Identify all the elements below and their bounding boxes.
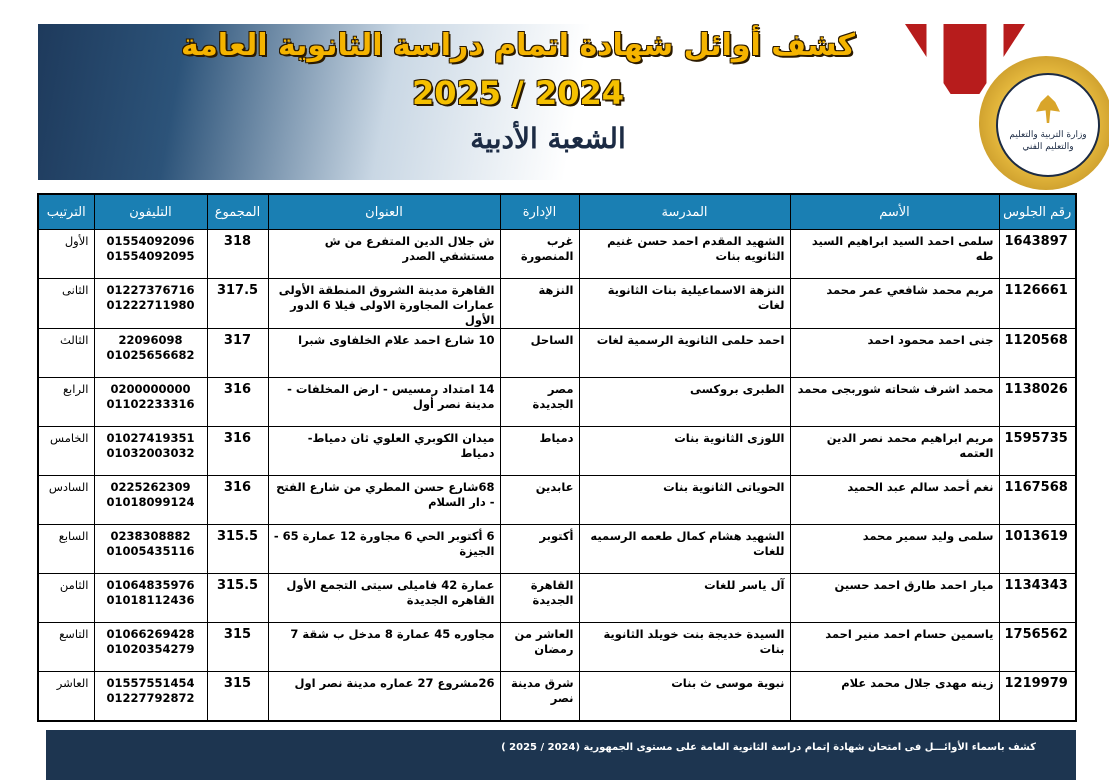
school-name-cell: الشهيد هشام كمال طعمه الرسميه للغات [579, 525, 790, 574]
table-body [38, 230, 1076, 722]
table-row [38, 329, 1076, 378]
administration-cell: غرب المنصورة [500, 230, 579, 279]
student-name-cell: مريم محمد شافعي عمر محمد [790, 279, 999, 329]
rank-cell: الأول [38, 230, 94, 279]
phone-number: 0200000000 [110, 382, 191, 396]
phone-number: 01032003032 [106, 446, 195, 460]
total-score-cell: 315.5 [207, 525, 268, 574]
total-score-cell: 315 [207, 623, 268, 672]
school-name-cell: احمد حلمى الثانوية الرسمية لغات [579, 329, 790, 378]
table-row [38, 525, 1076, 574]
administration-cell: العاشر من رمضان [500, 623, 579, 672]
phone-number: 01102233316 [106, 397, 195, 411]
school-name-cell: السيدة خديجة بنت خويلد الثانوية بنات [579, 623, 790, 672]
table-header [38, 194, 1076, 230]
rank-cell: الخامس [38, 427, 94, 476]
phone-number: 01227376716 [106, 283, 195, 297]
phone-numbers-cell [94, 378, 207, 427]
total-score-cell: 315 [207, 672, 268, 722]
table-row [38, 623, 1076, 672]
student-name-cell: ياسمين حسام احمد منير احمد [790, 623, 999, 672]
phone-numbers-cell [94, 427, 207, 476]
seat-number-cell: 1167568 [999, 476, 1076, 525]
results-table [37, 193, 1077, 722]
phone-numbers-cell [94, 525, 207, 574]
rank-cell: التاسع [38, 623, 94, 672]
address-cell: 68شارع حسن المطري من شارع الفتح - دار السلام [268, 476, 500, 525]
seat-number-cell: 1138026 [999, 378, 1076, 427]
seat-number-cell: 1595735 [999, 427, 1076, 476]
branch-title: الشعبة الأدبية [470, 122, 626, 155]
column-header: الترتيب [38, 194, 94, 230]
phone-number: 01557551454 [106, 676, 195, 690]
administration-cell: النزهة [500, 279, 579, 329]
total-score-cell: 315.5 [207, 574, 268, 623]
address-cell: القاهرة مدينة الشروق المنطقة الأولى عمارات المجاورة الاولى فيلا 6 الدور الأول [268, 279, 500, 329]
seal-inner [996, 73, 1100, 177]
column-header: التليفون [94, 194, 207, 230]
school-name-cell: الحوياتى الثانوية بنات [579, 476, 790, 525]
total-score-cell: 316 [207, 476, 268, 525]
school-name-cell: الشهيد المقدم احمد حسن غنيم الثانويه بنات [579, 230, 790, 279]
phone-number: 01027419351 [106, 431, 195, 445]
phone-number: 01025656682 [106, 348, 195, 362]
student-name-cell: ميار احمد طارق احمد حسين [790, 574, 999, 623]
address-cell: 6 أكتوبر الحي 6 مجاورة 12 عمارة 65 - الجيزة [268, 525, 500, 574]
table-row [38, 574, 1076, 623]
rank-cell: العاشر [38, 672, 94, 722]
phone-number: 01227792872 [106, 691, 195, 705]
address-cell: 26مشروع 27 عماره مدينة نصر اول [268, 672, 500, 722]
phone-numbers-cell [94, 672, 207, 722]
administration-cell: أكتوبر [500, 525, 579, 574]
phone-number: 01005435116 [106, 544, 195, 558]
phone-numbers-cell [94, 279, 207, 329]
student-name-cell: سلمى وليد سمير محمد [790, 525, 999, 574]
administration-cell: دمياط [500, 427, 579, 476]
seat-number-cell: 1134343 [999, 574, 1076, 623]
student-name-cell: مريم ابراهيم محمد نصر الدين العتمه [790, 427, 999, 476]
header-row [38, 194, 1076, 230]
total-score-cell: 318 [207, 230, 268, 279]
seat-number-cell: 1643897 [999, 230, 1076, 279]
phone-numbers-cell [94, 476, 207, 525]
total-score-cell: 317 [207, 329, 268, 378]
column-header: الأسم [790, 194, 999, 230]
phone-number: 01064835976 [106, 578, 195, 592]
address-cell: مجاوره 45 عمارة 8 مدخل ب شقة 7 [268, 623, 500, 672]
phone-numbers-cell [94, 230, 207, 279]
school-name-cell: النزهة الاسماعيلية بنات الثانوية لغات [579, 279, 790, 329]
seat-number-cell: 1756562 [999, 623, 1076, 672]
total-score-cell: 316 [207, 378, 268, 427]
school-name-cell: اللوزى الثانوية بنات [579, 427, 790, 476]
rank-cell: الثانى [38, 279, 94, 329]
phone-number: 01020354279 [106, 642, 195, 656]
student-name-cell: سلمى احمد السيد ابراهيم السيد طه [790, 230, 999, 279]
address-cell: ش جلال الدين المتفرع من ش مستشفي الصدر [268, 230, 500, 279]
school-name-cell: الطبرى بروكسى [579, 378, 790, 427]
school-name-cell: نبوية موسى ث بنات [579, 672, 790, 722]
column-header: العنوان [268, 194, 500, 230]
phone-numbers-cell [94, 329, 207, 378]
phone-number: 01554092095 [106, 249, 195, 263]
table-row [38, 476, 1076, 525]
phone-number: 0225262309 [110, 480, 191, 494]
total-score-cell: 316 [207, 427, 268, 476]
administration-cell: القاهرة الجديدة [500, 574, 579, 623]
rank-cell: السابع [38, 525, 94, 574]
column-header: الإدارة [500, 194, 579, 230]
administration-cell: مصر الجديدة [500, 378, 579, 427]
rank-cell: السادس [38, 476, 94, 525]
phone-numbers-cell [94, 623, 207, 672]
seat-number-cell: 1219979 [999, 672, 1076, 722]
eagle-icon [1036, 95, 1060, 123]
seat-number-cell: 1126661 [999, 279, 1076, 329]
phone-number: 01222711980 [106, 298, 195, 312]
rank-cell: الرابع [38, 378, 94, 427]
table-row [38, 672, 1076, 722]
phone-number: 0238308882 [110, 529, 191, 543]
rank-cell: الثالث [38, 329, 94, 378]
seal-text: وزارة التربية والتعليم والتعليم الفني [1009, 130, 1087, 152]
seat-number-cell: 1120568 [999, 329, 1076, 378]
footer-text: كشف باسماء الأوائـــل فى امتحان شهادة إتمام دراسة الثانوية العامة على مستوى الجمهورية (2024 / 2025 ) [501, 742, 1036, 753]
column-header: المدرسة [579, 194, 790, 230]
table-row [38, 427, 1076, 476]
table-row [38, 230, 1076, 279]
table-row [38, 378, 1076, 427]
academic-year: 2025 / 2024 [411, 74, 625, 112]
ministry-seal-icon [979, 56, 1109, 190]
rank-cell: الثامن [38, 574, 94, 623]
phone-number: 01066269428 [106, 627, 195, 641]
school-name-cell: آل ياسر للغات [579, 574, 790, 623]
administration-cell: عابدين [500, 476, 579, 525]
student-name-cell: نغم أحمد سالم عبد الحميد [790, 476, 999, 525]
address-cell: عمارة 42 فاميلى سيتى التجمع الأول القاهره الجديدة [268, 574, 500, 623]
phone-number: 01018112436 [106, 593, 195, 607]
total-score-cell: 317.5 [207, 279, 268, 329]
table-row [38, 279, 1076, 329]
phone-number: 22096098 [118, 333, 183, 347]
administration-cell: الساحل [500, 329, 579, 378]
student-name-cell: محمد اشرف شحاته شوربجى محمد [790, 378, 999, 427]
student-name-cell: جنى احمد محمود احمد [790, 329, 999, 378]
student-name-cell: زينه مهدى جلال محمد علام [790, 672, 999, 722]
phone-number: 01018099124 [106, 495, 195, 509]
seat-number-cell: 1013619 [999, 525, 1076, 574]
phone-numbers-cell [94, 574, 207, 623]
footer-bar [46, 730, 1076, 780]
address-cell: ميدان الكوبري العلوي ثان دمياط- دمياط [268, 427, 500, 476]
address-cell: 10 شارع احمد علام الخلفاوى شبرا [268, 329, 500, 378]
column-header: المجموع [207, 194, 268, 230]
page-title: كشف أوائل شهادة اتمام دراسة الثانوية العامة [181, 28, 855, 63]
address-cell: 14 امتداد رمسيس - ارض المخلفات - مدينة نصر أول [268, 378, 500, 427]
administration-cell: شرق مدينة نصر [500, 672, 579, 722]
header-banner [38, 24, 1075, 180]
phone-number: 01554092096 [106, 234, 195, 248]
column-header: رقم الجلوس [999, 194, 1076, 230]
